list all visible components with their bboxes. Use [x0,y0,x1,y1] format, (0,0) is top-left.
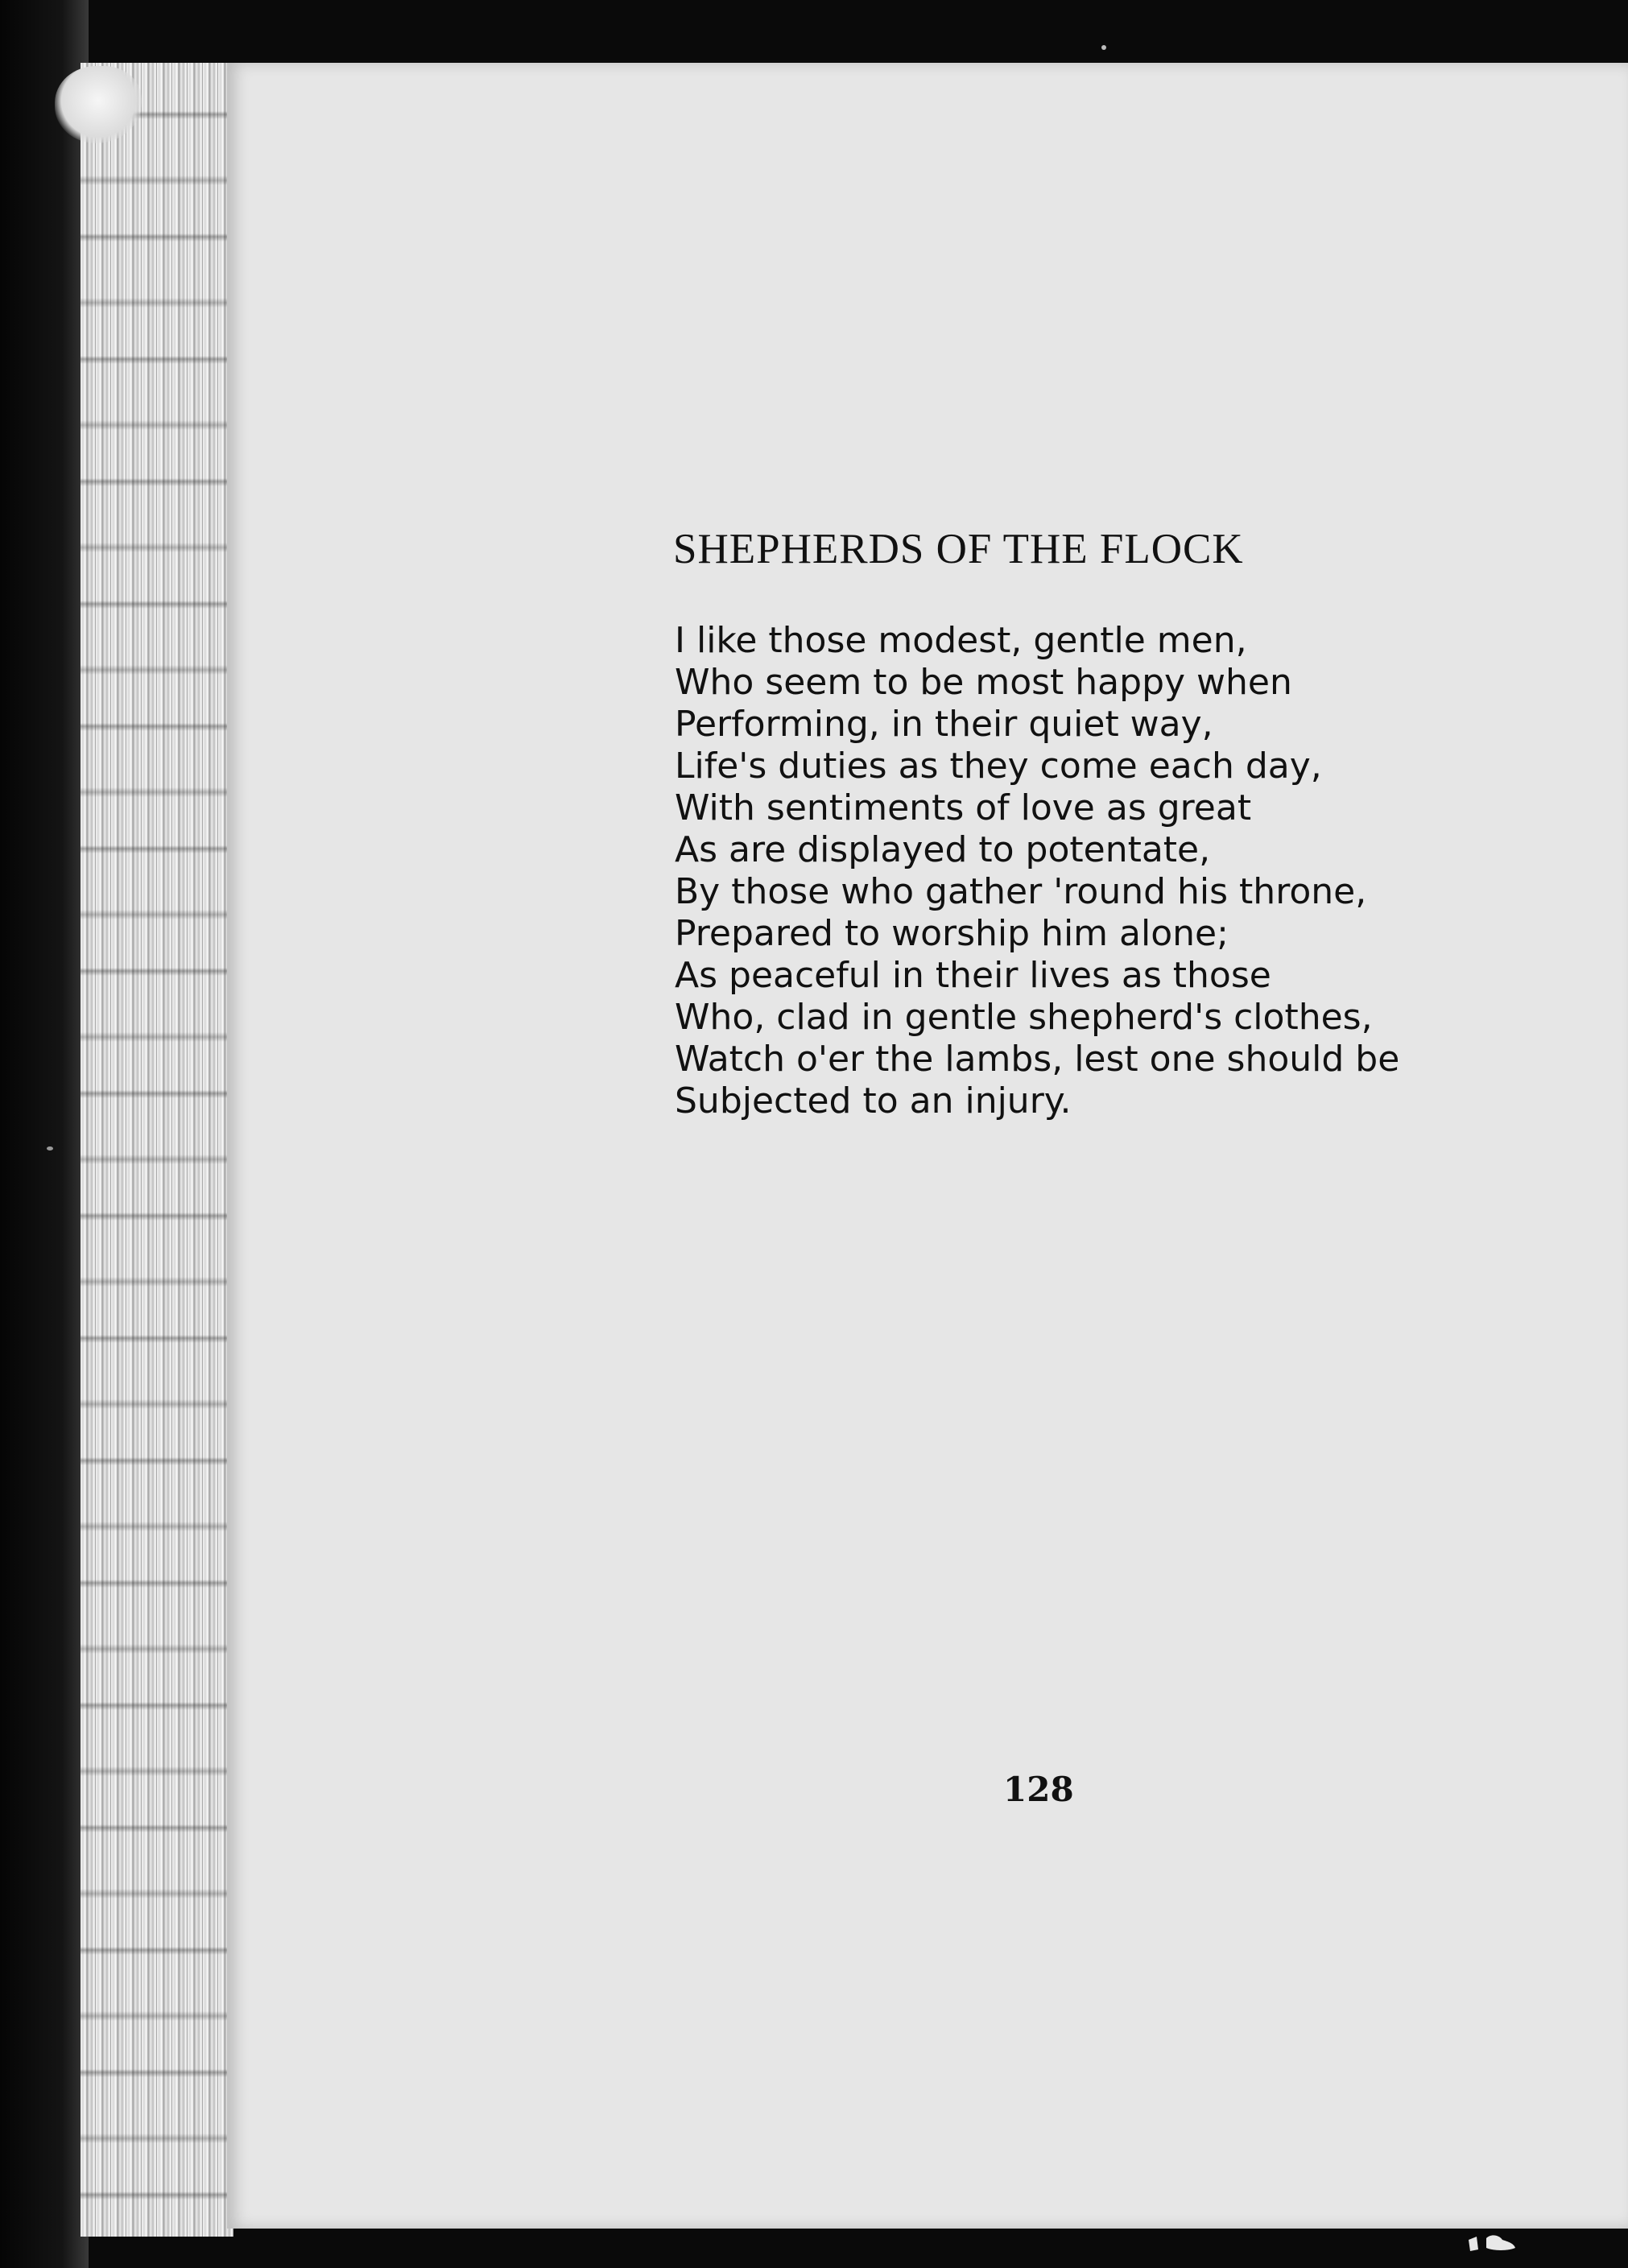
poem-line: Subjected to an injury. [675,1080,1072,1122]
scan-artifact-mark [1467,2232,1519,2254]
poem-line: Life's duties as they come each day, [675,746,1322,787]
poem-line: By those who gather 'round his throne, [675,871,1367,912]
poem-line: Watch o'er the lambs, lest one should be [675,1039,1400,1080]
page-number: 128 [1003,1770,1074,1809]
dust-speck [47,1146,53,1151]
poem-body [675,620,1399,1122]
poem-line: As are displayed to potentate, [675,829,1211,870]
poem-line: As peaceful in their lives as those [675,955,1271,996]
poem-line: Who seem to be most happy when [675,662,1292,703]
poem-line: Performing, in their quiet way, [675,704,1213,745]
poem-line: Who, clad in gentle shepherd's clothes, [675,997,1373,1038]
page-edges [81,63,233,2237]
poem-title: SHEPHERDS OF THE FLOCK [673,526,1244,572]
book-spine [0,0,89,2268]
poem-line: Prepared to worship him alone; [675,913,1229,954]
dust-speck [1101,45,1106,50]
poem-line: With sentiments of love as great [675,787,1252,828]
book-page [227,63,1628,2229]
poem-line: I like those modest, gentle men, [675,620,1247,661]
